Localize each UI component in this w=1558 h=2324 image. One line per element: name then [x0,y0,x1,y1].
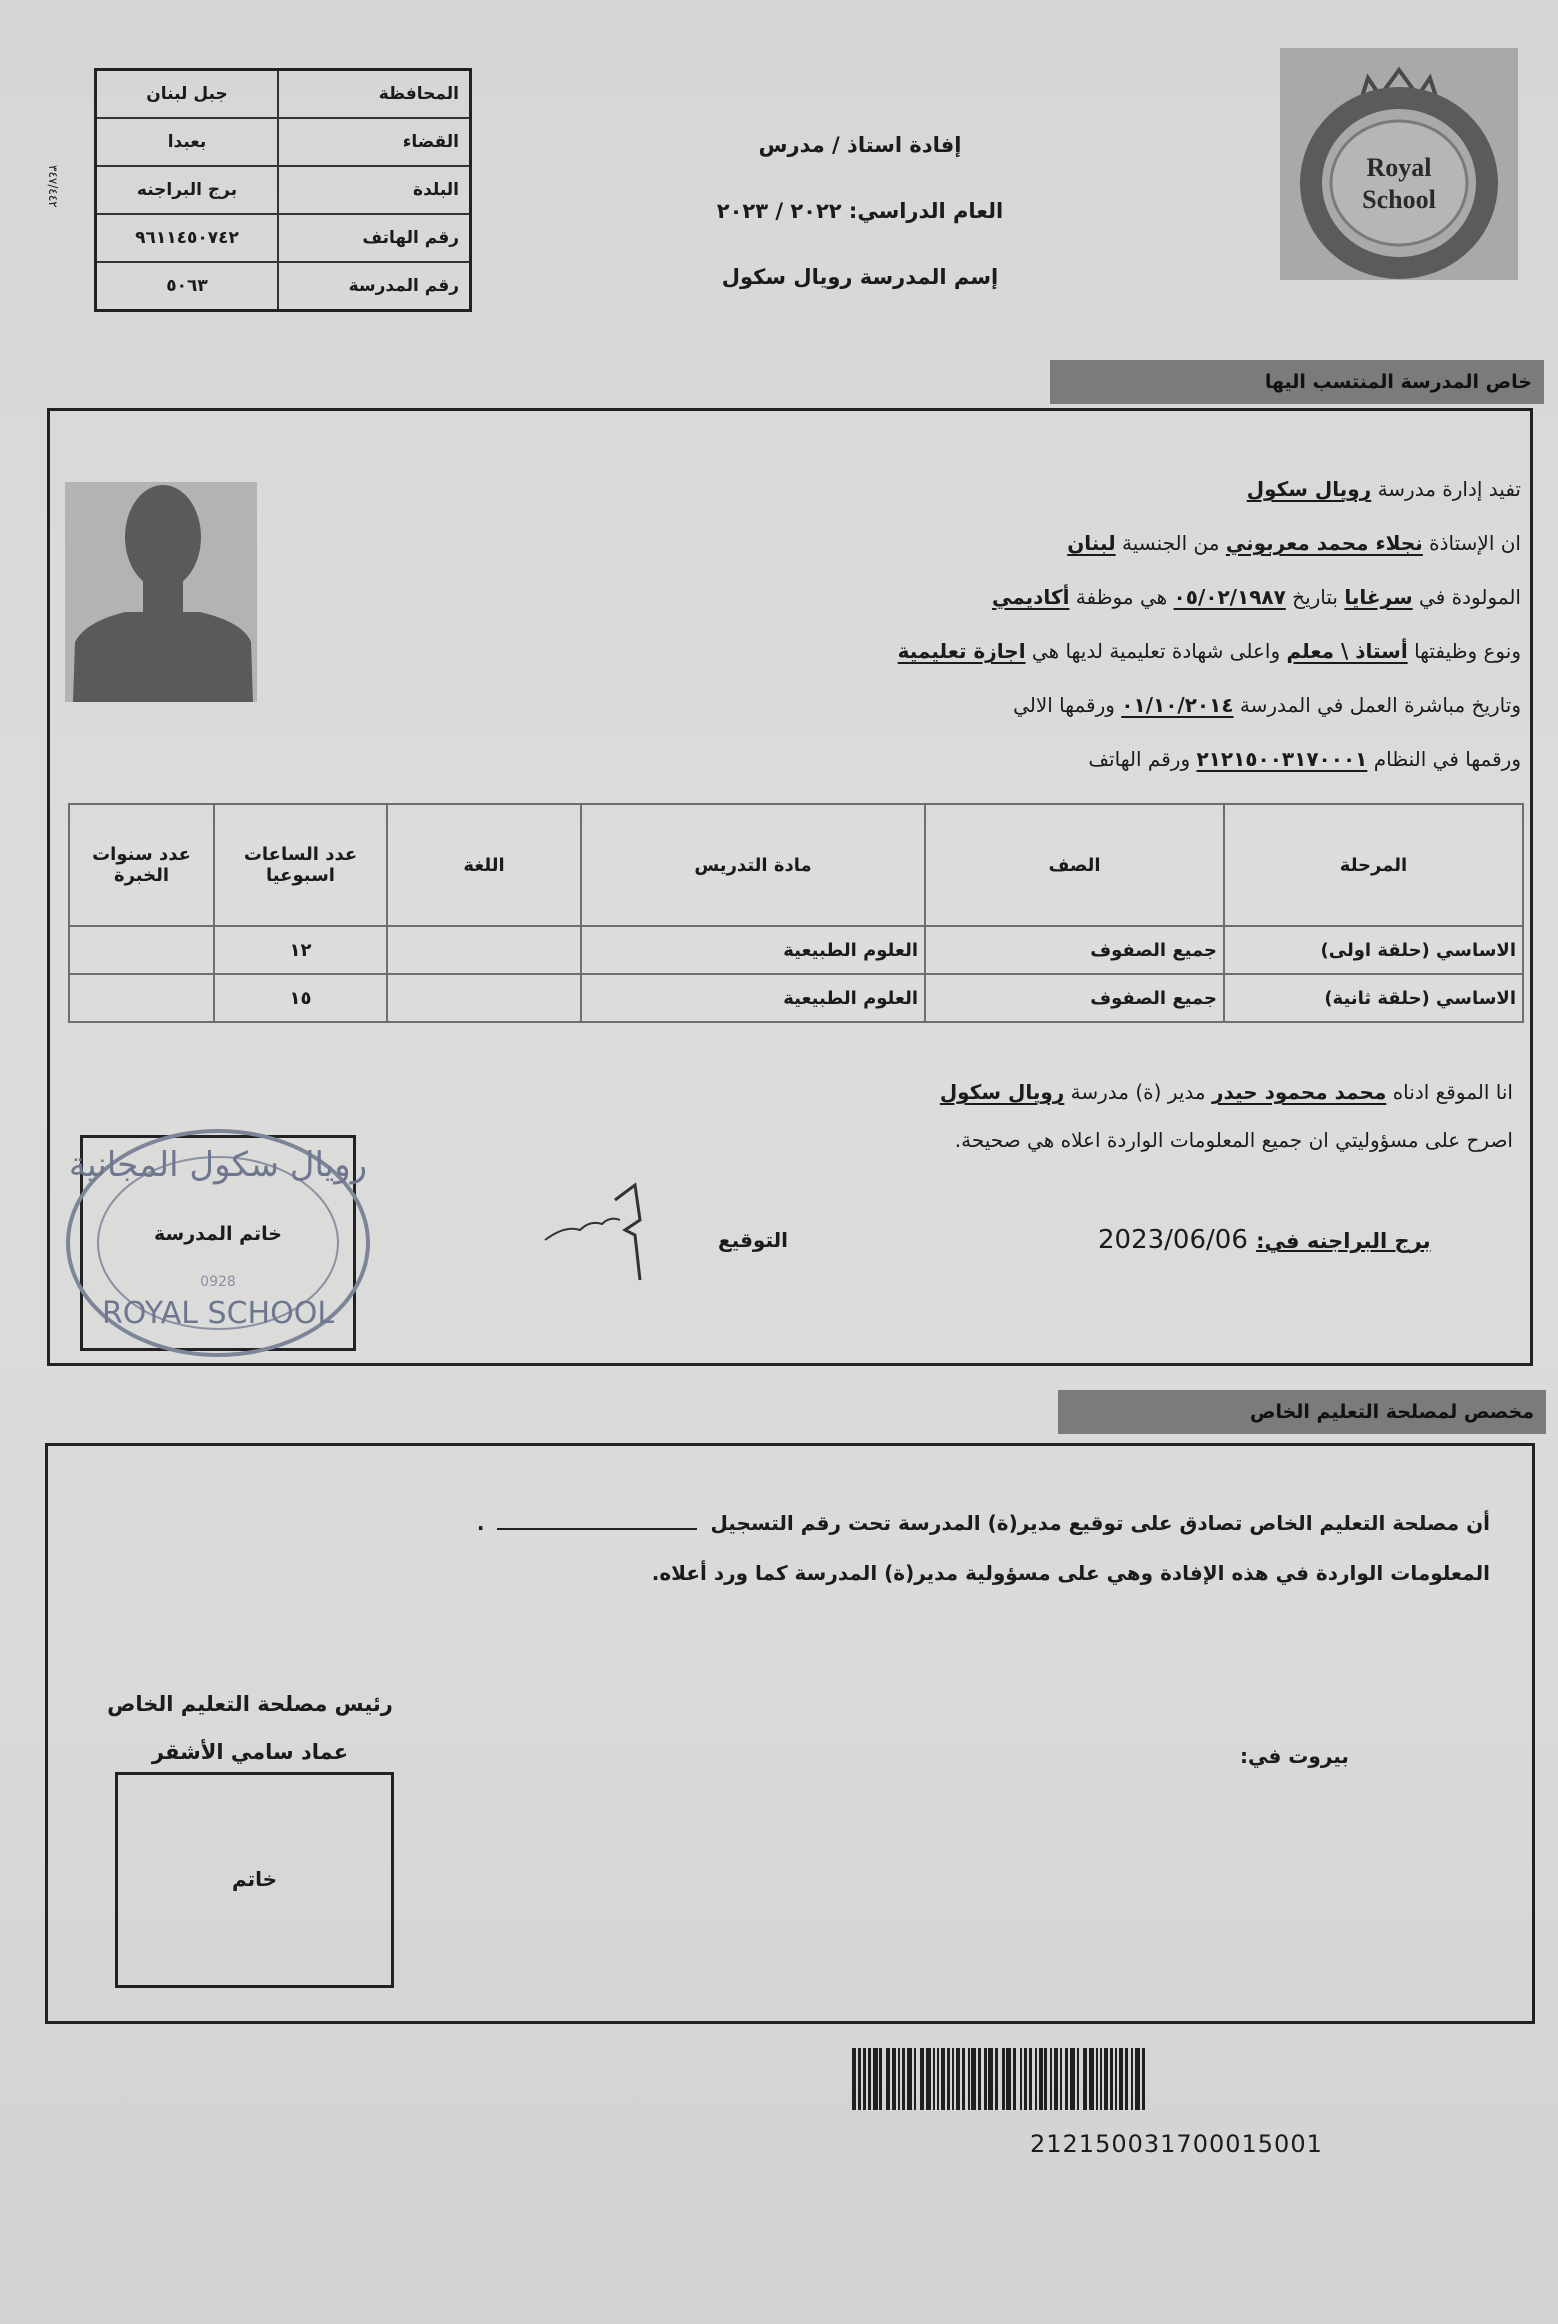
info-row [96,166,471,214]
beirut-date-label: بيروت في: [1240,1744,1349,1768]
column-header: الصف [925,804,1224,926]
stamp-text-latin: ROYAL SCHOOL [101,1296,335,1331]
text: مدير (ة) مدرسة [1070,1080,1206,1104]
table-cell: جميع الصفوف [925,974,1224,1022]
table-cell: ١٥ [214,974,387,1022]
text: . [476,1511,485,1535]
school-name-label: إسم المدرسة [859,265,999,289]
stamp-number: 0928 [200,1274,236,1290]
text: ونوع وظيفتها [1414,639,1521,663]
para-line-5 [321,678,1521,732]
logo-text-school: School [1362,185,1436,214]
info-value: ٩٦١١٤٥٠٧٤٢ [96,214,279,262]
barcode [852,2048,1482,2110]
school-logo [1280,48,1518,280]
table-cell [387,974,581,1022]
info-label: رقم الهاتف [278,214,471,262]
declaration-line-1 [413,1068,1513,1116]
table-cell: الاساسي (حلقة اولى) [1224,926,1523,974]
info-value: برج البراجنه [96,166,279,214]
approval-paragraph [290,1498,1490,1598]
academic-year-value: ٢٠٢٢ / ٢٠٢٣ [716,199,842,223]
school-name-line [650,257,1070,323]
document-title: إفادة استاذ / مدرس [758,133,962,157]
approval-line-1 [290,1498,1490,1548]
text: ورقمها الالي [1013,693,1115,717]
academic-year [650,191,1070,257]
para-line-6 [321,732,1521,786]
head-name: عماد سامي الأشقر [151,1740,349,1764]
school-name-value: رويال سكول [721,265,853,289]
text: واعلى شهادة تعليمية لديها هي [1031,639,1281,663]
table-cell [69,974,214,1022]
section-bar-private-education: مخصص لمصلحة التعليم الخاص [1058,1390,1546,1434]
person-silhouette-icon [65,482,257,702]
side-reference: ٣٤٧/٤٤٢ [46,165,60,208]
school-name-field: رويال سكول [1246,477,1372,501]
birthplace-field: سرغايا [1344,585,1413,609]
text: هي موظفة [1075,585,1168,609]
teacher-photo [65,482,257,702]
text: تفيد إدارة مدرسة [1377,477,1521,501]
para-line-2 [321,516,1521,570]
text: ورقمها في النظام [1373,747,1521,771]
signature-label: التوقيع [718,1228,788,1252]
section-bar-school: خاص المدرسة المنتسب اليها [1050,360,1544,404]
table-header-row [69,804,1523,926]
table-cell: جميع الصفوف [925,926,1224,974]
employee-type-field: أكاديمي [992,585,1070,609]
text: من الجنسية [1122,531,1220,555]
text: وتاريخ مباشرة العمل في المدرسة [1239,693,1521,717]
stamp-text-arabic: رويال سكول المجانية [68,1145,368,1185]
column-header: اللغة [387,804,581,926]
head-title: رئيس مصلحة التعليم الخاص [107,1692,393,1716]
info-label: القضاء [278,118,471,166]
handwritten-signature-icon [540,1180,680,1290]
place-label: برج البراجنه في: [1256,1229,1431,1253]
teacher-name-field: نجلاء محمد معربوني [1225,531,1423,555]
info-label: رقم المدرسة [278,262,471,311]
certification-paragraph [321,462,1521,786]
info-row [96,70,471,119]
declaration-date: 2023/06/06 [1098,1225,1248,1255]
table-cell: العلوم الطبيعية [581,926,925,974]
column-header: مادة التدريس [581,804,925,926]
official-seal-box [115,1772,394,1988]
barcode-number: 212150031700015001 [1030,2130,1323,2158]
start-date-field: ٠١/١٠/٢٠١٤ [1121,693,1234,717]
document-title-block [650,125,1070,323]
crown-wreath-icon [1280,48,1518,280]
text: أن مصلحة التعليم الخاص تصادق على توقيع مدير(ة) المدرسة تحت رقم التسجيل [710,1511,1490,1535]
barcode-bar [1145,2048,1149,2110]
column-header: المرحلة [1224,804,1523,926]
system-number-field: ٢١٢١٥٠٠٣١٧٠٠٠١ [1196,747,1368,771]
signature [540,1180,680,1290]
table-row [69,974,1523,1022]
para-line-4 [321,624,1521,678]
registration-number-blank [497,1514,697,1530]
seal-label: خاتم [231,1867,278,1891]
academic-year-label: العام الدراسي: [848,199,1004,223]
stamp-label: خاتم المدرسة [154,1223,282,1245]
info-row [96,262,471,311]
job-type-field: أستاذ \ معلم [1286,639,1408,663]
para-line-3 [321,570,1521,624]
info-value: ٥٠٦٣ [96,262,279,311]
table-cell: الاساسي (حلقة ثانية) [1224,974,1523,1022]
table-cell: ١٢ [214,926,387,974]
school-info-table [94,68,472,312]
director-name-field: محمد محمود حيدر [1212,1080,1387,1104]
table-cell [387,926,581,974]
table-cell: العلوم الطبيعية [581,974,925,1022]
table-cell [69,926,214,974]
logo-text-royal: Royal [1366,153,1432,182]
para-line-1 [321,462,1521,516]
school-name-field: رويال سكول [939,1080,1065,1104]
text: انا الموقع ادناه [1392,1080,1513,1104]
teaching-table [68,803,1524,1023]
table-row [69,926,1523,974]
text: المولودة في [1419,585,1521,609]
column-header: عدد سنوات الخبرة [69,804,214,926]
declaration-paragraph [413,1068,1513,1164]
info-value: بعبدا [96,118,279,166]
column-header: عدد الساعات اسبوعيا [214,804,387,926]
head-signature-block [90,1680,410,1776]
text: بتاريخ [1292,585,1339,609]
school-stamp-box [68,1135,368,1351]
birth-date-field: ٠٥/٠٢/١٩٨٧ [1173,585,1286,609]
nationality-field: لبنان [1067,531,1116,555]
info-label: البلدة [278,166,471,214]
text: ان الإستاذة [1429,531,1521,555]
info-row [96,214,471,262]
info-value: جبل لبنان [96,70,279,119]
text: ورقم الهاتف [1088,747,1191,771]
info-row [96,118,471,166]
declaration-line-2: اصرح على مسؤوليتي ان جميع المعلومات الواردة اعلاه هي صحيحة. [954,1128,1513,1152]
place-date-line [1098,1225,1431,1255]
degree-field: اجازة تعليمية [897,639,1026,663]
approval-line-2: المعلومات الواردة في هذه الإفادة وهي على مسؤولية مدير(ة) المدرسة كما ورد أعلاه. [651,1561,1490,1585]
info-label: المحافظة [278,70,471,119]
